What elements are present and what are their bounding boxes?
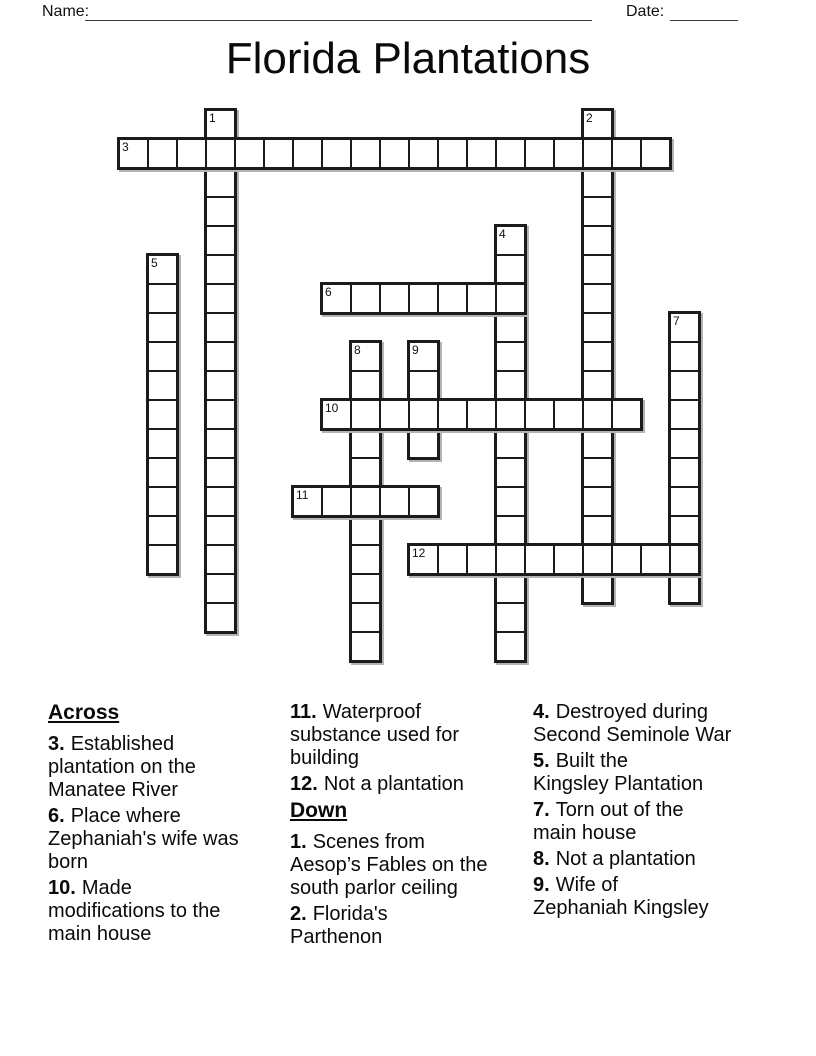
clue-across-12: 12. Not a plantation <box>290 773 464 795</box>
clue-number: 3. <box>48 733 65 755</box>
grid-cell[interactable] <box>408 283 439 314</box>
clue-number: 9. <box>533 874 550 896</box>
cell-number-label: 4 <box>499 227 506 241</box>
cell-number-label: 8 <box>354 343 361 357</box>
clue-number: 1. <box>290 831 307 853</box>
clue-column-1 <box>48 701 286 949</box>
grid-cell[interactable] <box>524 399 555 430</box>
clue-across-11: 11. Waterproof substance used for building <box>290 701 459 769</box>
grid-cell[interactable] <box>263 138 294 169</box>
clue-column-3 <box>533 701 785 923</box>
clue-number: 5. <box>533 750 550 772</box>
cell-number-label: 12 <box>412 546 426 560</box>
grid-cell[interactable] <box>292 486 323 517</box>
cell-number-label: 11 <box>296 488 309 502</box>
clue-number: 10. <box>48 877 76 899</box>
grid-cell[interactable] <box>350 631 381 662</box>
grid-cell[interactable] <box>495 254 526 285</box>
grid-cell[interactable] <box>437 399 468 430</box>
grid-cell[interactable] <box>466 399 497 430</box>
grid-cell[interactable] <box>350 573 381 604</box>
grid-cell[interactable] <box>205 138 236 169</box>
clue-across-6: 6. Place where Zephaniah's wife was born <box>48 805 239 873</box>
grid-cell[interactable] <box>205 428 236 459</box>
grid-cell[interactable] <box>495 544 526 575</box>
grid-cell[interactable] <box>495 312 526 343</box>
cell-number-label: 9 <box>412 343 419 357</box>
grid-cell[interactable] <box>611 544 642 575</box>
grid-cell[interactable] <box>205 457 236 488</box>
grid-cell[interactable] <box>582 138 613 169</box>
grid-cell[interactable] <box>350 602 381 633</box>
grid-cell[interactable] <box>205 544 236 575</box>
clue-number: 11. <box>290 701 317 723</box>
grid-cell[interactable] <box>205 399 236 430</box>
grid-cell[interactable] <box>147 544 178 575</box>
clue-number: 2. <box>290 903 307 925</box>
grid-cell[interactable] <box>147 428 178 459</box>
grid-cell[interactable] <box>350 138 381 169</box>
clue-number: 12. <box>290 773 318 795</box>
grid-cell[interactable] <box>669 428 700 459</box>
grid-cell[interactable] <box>147 312 178 343</box>
grid-cell[interactable] <box>582 167 613 198</box>
grid-cell[interactable] <box>321 399 352 430</box>
clue-column-2 <box>290 701 530 952</box>
grid-cell[interactable] <box>495 283 526 314</box>
grid-cell[interactable] <box>350 341 381 372</box>
grid-cell[interactable] <box>582 399 613 430</box>
grid-cell[interactable] <box>495 428 526 459</box>
grid-cell[interactable] <box>582 573 613 604</box>
clue-down-4: 4. Destroyed during Second Seminole War <box>533 701 732 746</box>
grid-cell[interactable] <box>408 138 439 169</box>
clue-across-3: 3. Established plantation on the Manatee River <box>48 733 196 801</box>
grid-cell[interactable] <box>582 515 613 546</box>
grid-cell[interactable] <box>350 428 381 459</box>
grid-cell[interactable] <box>553 544 584 575</box>
grid-cell[interactable] <box>408 341 439 372</box>
grid-cell[interactable] <box>234 138 265 169</box>
grid-cell[interactable] <box>582 312 613 343</box>
grid-cell[interactable] <box>321 138 352 169</box>
down-header: Down <box>290 799 348 822</box>
cell-number-label: 10 <box>325 401 339 415</box>
grid-cell[interactable] <box>205 573 236 604</box>
clue-across-10: 10. Made modifications to the main house <box>48 877 221 945</box>
clue-number: 6. <box>48 805 65 827</box>
grid-cell[interactable] <box>582 254 613 285</box>
grid-cell[interactable] <box>350 399 381 430</box>
grid-cell[interactable] <box>379 283 410 314</box>
grid-cell[interactable] <box>524 544 555 575</box>
clue-number: 7. <box>533 799 550 821</box>
grid-cell[interactable] <box>495 138 526 169</box>
word-5-down <box>146 253 179 576</box>
clue-down-5: 5. Built the Kingsley Plantation <box>533 750 704 795</box>
grid-cell[interactable] <box>669 515 700 546</box>
grid-cell[interactable] <box>321 486 352 517</box>
cell-number-label: 3 <box>122 140 129 154</box>
grid-cell[interactable] <box>205 167 236 198</box>
grid-cell[interactable] <box>669 399 700 430</box>
grid-cell[interactable] <box>669 341 700 372</box>
grid-cell[interactable] <box>582 428 613 459</box>
word-11-across <box>291 485 440 518</box>
grid-cell[interactable] <box>495 515 526 546</box>
grid-cell[interactable] <box>205 312 236 343</box>
grid-cell[interactable] <box>205 196 236 227</box>
grid-cell[interactable] <box>582 486 613 517</box>
grid-cell[interactable] <box>147 457 178 488</box>
grid-cell[interactable] <box>495 602 526 633</box>
grid-cell[interactable] <box>408 544 439 575</box>
clue-number: 8. <box>533 848 550 870</box>
word-1-down <box>204 108 237 634</box>
grid-cell[interactable] <box>292 138 323 169</box>
clue-down-2: 2. Florida's Parthenon <box>290 903 388 948</box>
grid-cell[interactable] <box>495 225 526 256</box>
grid-cell[interactable] <box>147 515 178 546</box>
grid-cell[interactable] <box>582 370 613 401</box>
cell-number-label: 7 <box>673 314 680 328</box>
clue-down-9: 9. Wife of Zephaniah Kingsley <box>533 874 709 919</box>
grid-cell[interactable] <box>350 544 381 575</box>
grid-cell[interactable] <box>437 283 468 314</box>
grid-cell[interactable] <box>147 341 178 372</box>
page-title: Florida Plantations <box>225 34 591 83</box>
grid-cell[interactable] <box>205 341 236 372</box>
grid-cell[interactable] <box>147 283 178 314</box>
cell-number-label: 6 <box>325 285 332 299</box>
grid-cell[interactable] <box>408 370 439 401</box>
grid-cell[interactable] <box>611 399 642 430</box>
word-12-across <box>407 543 701 576</box>
grid-cell[interactable] <box>669 370 700 401</box>
grid-cell[interactable] <box>553 399 584 430</box>
grid-cell[interactable] <box>669 312 700 343</box>
grid-cell[interactable] <box>640 138 671 169</box>
word-3-across <box>117 137 672 170</box>
crossword-grid <box>118 109 698 660</box>
grid-cell[interactable] <box>524 138 555 169</box>
grid-cell[interactable] <box>205 225 236 256</box>
grid-cell[interactable] <box>321 283 352 314</box>
grid-cell[interactable] <box>437 544 468 575</box>
cell-number-label: 5 <box>151 256 158 270</box>
grid-cell[interactable] <box>582 225 613 256</box>
word-6-across <box>320 282 527 315</box>
grid-cell[interactable] <box>495 370 526 401</box>
grid-cell[interactable] <box>408 399 439 430</box>
grid-cell[interactable] <box>147 399 178 430</box>
grid-cell[interactable] <box>205 486 236 517</box>
clue-down-8: 8. Not a plantation <box>533 848 696 870</box>
grid-cell[interactable] <box>350 457 381 488</box>
grid-cell[interactable] <box>205 254 236 285</box>
grid-cell[interactable] <box>408 428 439 459</box>
grid-cell[interactable] <box>408 486 439 517</box>
grid-cell[interactable] <box>582 196 613 227</box>
word-2-down <box>581 108 614 605</box>
date-label: Date: <box>626 3 665 20</box>
grid-cell[interactable] <box>611 138 642 169</box>
grid-cell[interactable] <box>640 544 671 575</box>
grid-cell[interactable] <box>495 457 526 488</box>
cell-number-label: 2 <box>586 111 593 125</box>
grid-cell[interactable] <box>205 283 236 314</box>
grid-cell[interactable] <box>147 370 178 401</box>
clue-down-7: 7. Torn out of the main house <box>533 799 684 844</box>
grid-cell[interactable] <box>350 486 381 517</box>
grid-cell[interactable] <box>553 138 584 169</box>
cell-number-label: 1 <box>209 111 216 125</box>
grid-cell[interactable] <box>379 486 410 517</box>
date-fill-line[interactable] <box>670 20 738 21</box>
grid-cell[interactable] <box>582 457 613 488</box>
grid-cell[interactable] <box>118 138 149 169</box>
grid-cell[interactable] <box>205 109 236 140</box>
grid-cell[interactable] <box>582 283 613 314</box>
grid-cell[interactable] <box>582 341 613 372</box>
grid-cell[interactable] <box>495 341 526 372</box>
name-label: Name: <box>42 3 90 20</box>
grid-cell[interactable] <box>147 138 178 169</box>
grid-cell[interactable] <box>669 573 700 604</box>
grid-cell[interactable] <box>437 138 468 169</box>
grid-cell[interactable] <box>582 544 613 575</box>
across-header: Across <box>48 701 120 724</box>
grid-cell[interactable] <box>379 138 410 169</box>
grid-cell[interactable] <box>350 283 381 314</box>
grid-cell[interactable] <box>147 486 178 517</box>
grid-cell[interactable] <box>205 602 236 633</box>
grid-cell[interactable] <box>205 370 236 401</box>
grid-cell[interactable] <box>350 515 381 546</box>
grid-cell[interactable] <box>147 254 178 285</box>
grid-cell[interactable] <box>466 138 497 169</box>
grid-cell[interactable] <box>379 399 410 430</box>
grid-cell[interactable] <box>466 544 497 575</box>
grid-cell[interactable] <box>669 457 700 488</box>
grid-cell[interactable] <box>495 631 526 662</box>
clue-number: 4. <box>533 701 550 723</box>
grid-cell[interactable] <box>495 399 526 430</box>
grid-cell[interactable] <box>205 515 236 546</box>
grid-cell[interactable] <box>495 486 526 517</box>
grid-cell[interactable] <box>350 370 381 401</box>
word-10-across <box>320 398 643 431</box>
name-fill-line[interactable] <box>85 20 592 21</box>
grid-cell[interactable] <box>669 544 700 575</box>
grid-cell[interactable] <box>176 138 207 169</box>
grid-cell[interactable] <box>495 573 526 604</box>
grid-cell[interactable] <box>582 109 613 140</box>
grid-cell[interactable] <box>669 486 700 517</box>
grid-cell[interactable] <box>466 283 497 314</box>
clue-down-1: 1. Scenes from Aesop’s Fables on the south parlor ceiling <box>290 831 488 899</box>
